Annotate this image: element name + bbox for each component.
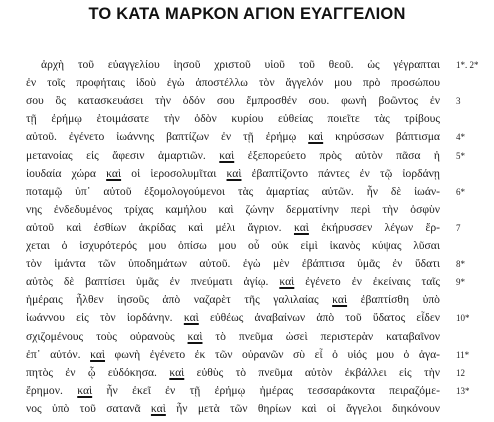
text-segment: σχιζομένους τοὺς οὐρανοὺς [26,329,188,343]
document-title: ΤΟ ΚΑΤΑ ΜΑΡΚΟΝ ΑΓΙΟΝ ΕΥΑΓΓΕΛΙΟΝ [88,5,406,23]
text-line [26,402,440,416]
underlined-word: καὶ [187,329,203,343]
verse-number: 13* [456,385,470,396]
text-segment: ποταμῷ ὑπ᾽ αὐτοῦ ἐξομολογούμενοι τὰς ἁμαρτίας αὐτῶν. ἦν δὲ ἰωάν- [26,184,440,198]
text-line [26,130,440,144]
text-segment: ἐκήρυσσεν λέγων ἔρ- [308,220,440,234]
underlined-word: καὶ [183,311,199,325]
verse-number: 10* [456,313,470,324]
text-segment: ἔρημον. [26,383,78,397]
verse-number: 9* [456,277,465,288]
text-segment: ἐβαπτίσθη ὑπὸ [347,293,440,307]
text-segment: ἐξεπορεύετο πρὸς αὐτὸν πᾶσα ἡ [234,148,440,162]
underlined-word: καὶ [169,365,185,379]
text-line [26,366,440,380]
text-segment: εὐθέως ἀναβαίνων ἀπὸ τοῦ ὕδατος εἶδεν [198,311,440,325]
text-line [26,221,440,235]
underlined-word: καὶ [308,130,324,144]
text-line [26,384,440,398]
text-segment: εὐθὺς τὸ πνεῦμα αὐτὸν ἐκβάλλει εἰς τὴν [184,365,440,379]
verse-number: 5* [456,150,465,161]
text-segment: ἦν μετὰ τῶν θηρίων καὶ οἱ ἄγγελοι διηκόνουν [165,401,440,415]
text-segment: ἐπ᾽ αὐτόν. [26,347,91,361]
verse-number: 6* [456,186,465,197]
text-segment: ἐβαπτίζοντο πάντες ἐν τῷ ἰορδάνῃ [241,166,440,180]
verse-number: 3 [456,96,461,107]
text-line [26,330,440,344]
text-line [26,257,440,271]
text-segment: τῇ ἐρήμῳ ἑτοιμάσατε τὴν ὁδὸν κυρίου εὐθείας ποιεῖτε τὰς τρίβους [26,112,440,126]
text-segment: αὐτοῦ. ἐγένετο ἰωάννης βαπτίζων ἐν τῇ ἐρήμῳ [26,130,309,144]
underlined-word: καὶ [279,275,295,289]
text-segment: πητὸς ἐν ᾧ εὐδόκησα. [26,365,170,379]
text-segment: ἦν ἐκεῖ ἐν τῇ ἐρήμῳ ἡμέρας τεσσαράκοντα πειραζόμε- [92,383,440,397]
verse-number: 8* [456,259,465,270]
text-line [26,185,440,199]
underlined-word: καὶ [332,293,348,307]
text-segment: ἀρχὴ τοῦ εὐαγγελίου ἰησοῦ χριστοῦ υἱοῦ τοῦ θεοῦ. ὡς γέγραπται [41,58,440,71]
underlined-word: καὶ [90,347,106,361]
verse-number: 11* [456,349,470,360]
underlined-word: καὶ [77,383,93,397]
text-segment: τὸ πνεῦμα ὡσεὶ περιστερὰν καταβαῖνον [202,329,440,343]
text-segment: νης ἐνδεδυμένος τρίχας καμήλου καὶ ζώνην δερματίνην περὶ τὴν ὀσφὺν [26,202,440,216]
text-line [41,58,440,72]
text-line [26,94,440,108]
text-segment: αὐτὸς δὲ βαπτίσει ὑμᾶς ἐν πνεύματι ἁγίῳ. [26,275,280,289]
text-line [26,203,440,217]
text-segment: χεται ὁ ἰσχυρότερός μου ὀπίσω μου οὗ οὐκ εἰμὶ ἱκανὸς κύψας λῦσαι [26,239,440,252]
underlined-word: καὶ [106,166,122,180]
text-segment: ἐγένετο ἐν ἐκείναις ταῖς [294,275,440,289]
text-segment: ἡμέραις ἦλθεν ἰησοῦς ἀπὸ ναζαρὲτ τῆς γαλιλαίας [26,293,333,307]
text-segment: σου ὃς κατασκευάσει τὴν ὁδόν σου ἔμπροσθέν σου. φωνὴ βοῶντος ἐν [26,94,440,108]
text-line [26,239,440,253]
text-line [26,76,440,90]
text-segment: τὸν ἱμάντα τῶν ὑποδημάτων αὐτοῦ. ἐγὼ μὲν ἐβάπτισα ὑμᾶς ἐν ὕδατι [26,257,440,271]
text-segment: φωνὴ ἐγένετο ἐκ τῶν οὐρανῶν σὺ εἶ ὁ υἱός μου ὁ ἀγα- [105,347,440,361]
underlined-word: καὶ [219,148,235,162]
text-segment: ἰωάννου εἰς τὸν ἰορδάνην. [26,311,184,325]
text-line [26,112,440,126]
underlined-word: καὶ [150,401,166,415]
underlined-word: καὶ [293,220,309,234]
text-segment: οἱ ἱεροσολυμῖται [121,166,227,180]
text-segment: ἰουδαία χώρα [26,166,107,180]
text-segment: αὐτοῦ καὶ ἐσθίων ἀκρίδας καὶ μέλι ἄγριον. [26,220,294,234]
text-line [26,167,440,181]
text-segment: κηρύσσων βάπτισμα [323,130,440,144]
text-line [26,275,440,289]
verse-number: 1*. 2* [456,60,479,70]
text-segment: μετανοίας εἰς ἄφεσιν ἁμαρτιῶν. [26,148,220,162]
verse-number: 4* [456,132,465,143]
text-segment: νος ὑπὸ τοῦ σατανᾶ [26,401,151,415]
text-line [26,311,440,325]
text-line [26,348,440,362]
text-line [26,293,440,307]
text-line [26,149,440,163]
underlined-word: καὶ [226,166,242,180]
verse-number: 12 [456,367,465,378]
verse-number: 7 [456,222,461,233]
text-segment: ἐν τοῖς προφήταις ἰδοὺ ἐγὼ ἀποστέλλω τὸν ἄγγελόν μου πρὸ προσώπου [26,76,440,90]
